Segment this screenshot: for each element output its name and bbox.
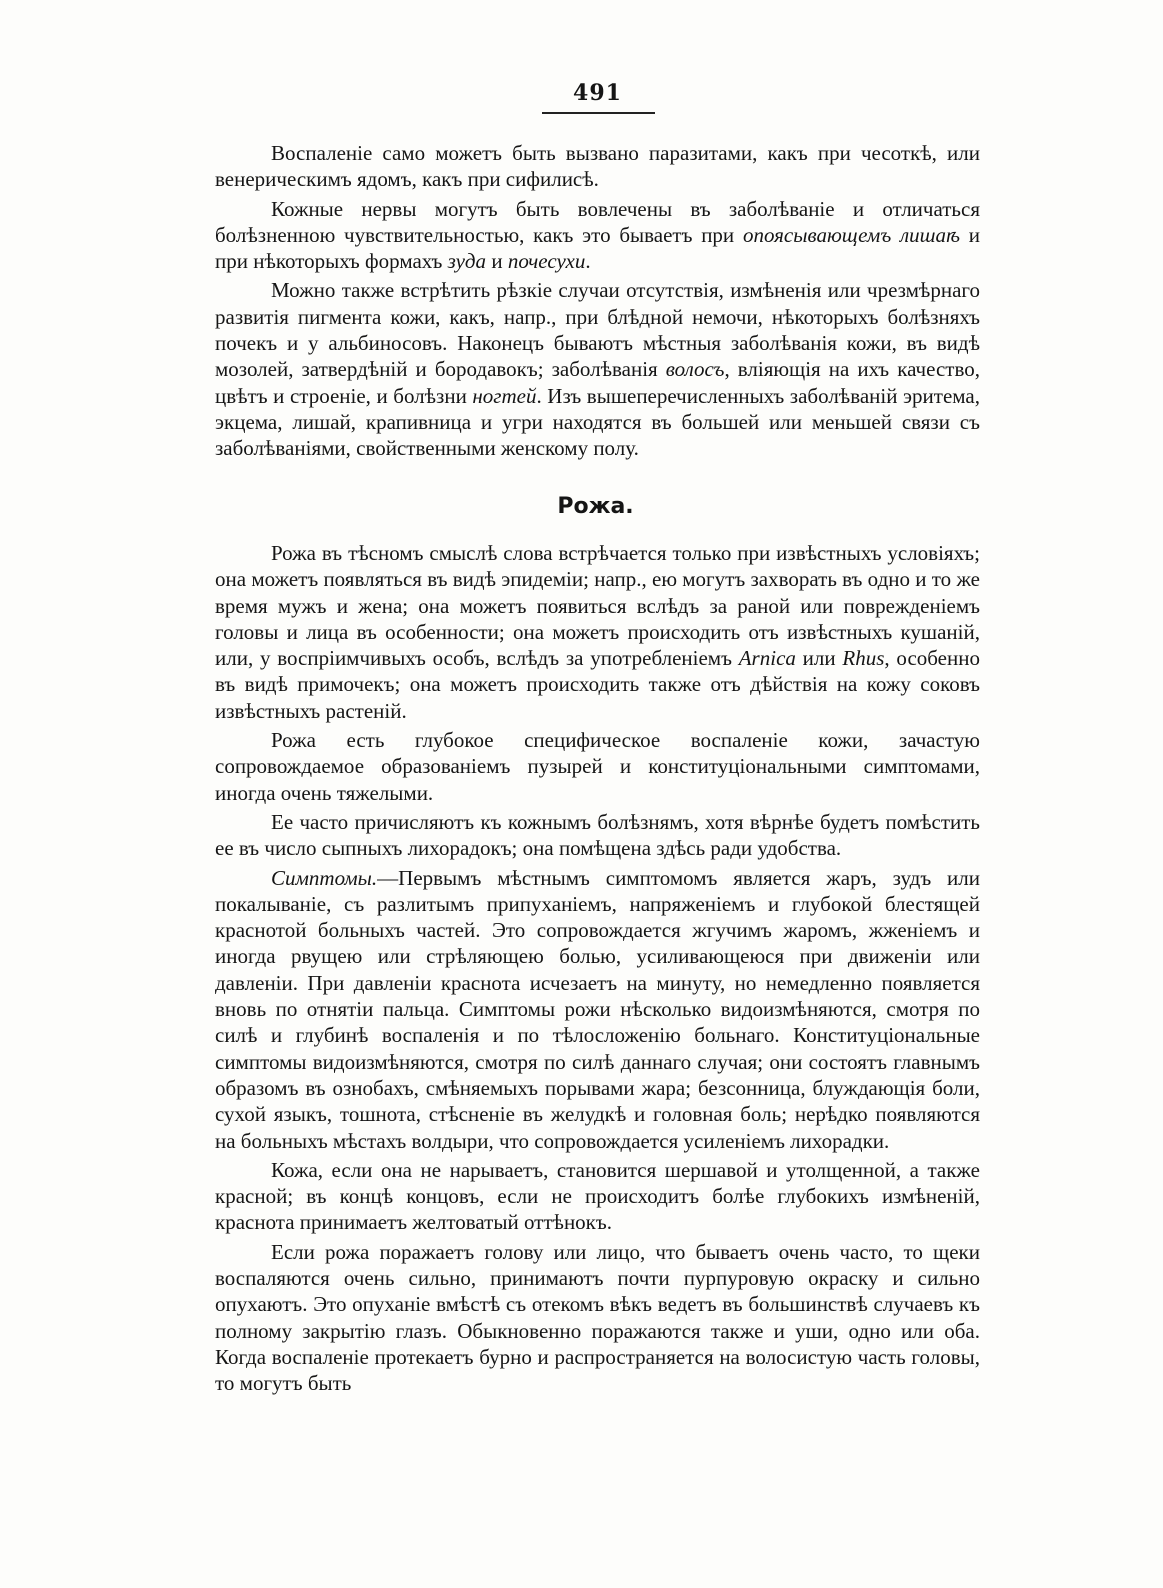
text-run: .: [585, 249, 591, 274]
text-run: Воспаленіе само можетъ быть вызвано паразитами, какъ при чесоткѣ, или венерическимъ ядомъ, какъ при сифилисѣ.: [215, 141, 980, 192]
header-rule: [542, 112, 655, 114]
text-run: Кожные нервы могутъ быть вовлечены въ заболѣваніе и отличаться болѣзненною чувствительностью, какъ это бываетъ при: [215, 196, 980, 247]
text-run: и при нѣкоторыхъ формахъ: [215, 222, 980, 274]
paragraph: [215, 1239, 980, 1397]
italic-term: опоясывающемъ лишаѣ: [742, 222, 960, 247]
text-run: , вліяющія на ихъ качество, цвѣтъ и строеніе, и болѣзни: [215, 357, 980, 408]
intro-text-block: [215, 140, 980, 465]
paragraph: [215, 865, 980, 1154]
text-run: . Изъ вышеперечисленныхъ заболѣваній эритема, экцема, лишай, крапивница и угри находятся въ большей или меньшей связи съ заболѣваніями, свойственными женскому полу.: [215, 383, 980, 461]
text-run: или: [795, 646, 843, 671]
italic-term: Arnica: [738, 646, 796, 671]
text-run: Если рожа поражаетъ голову или лицо, что бываетъ очень часто, то щеки воспаляются очень сильно, принимаютъ почти пурпуровую окраску и сильно опухаютъ. Это опуханіе вмѣстѣ съ отекомъ вѣкъ ведетъ въ большинствѣ случаевъ къ полному закрытію глазъ. Обыкновенно поражаются также и уши, одно или оба. Когда воспаленіе протекаетъ бурно и распространяется на волосистую часть головы, то могутъ быть: [215, 1239, 980, 1396]
italic-term: зуда: [447, 249, 487, 274]
italic-term: волосъ: [665, 357, 725, 382]
paragraph: [215, 727, 980, 806]
paragraph: [215, 540, 980, 724]
text-run: Рожа въ тѣсномъ смыслѣ слова встрѣчается только при извѣстныхъ условіяхъ; она можетъ появляться въ видѣ эпидеміи; напр., ею могутъ захворать въ одно и то же время мужъ и жена; она можетъ появиться вслѣдъ за раной или поврежденіемъ головы и лица въ особенности; она можетъ происходить отъ извѣстныхъ кушаній, или, у воспріимчивыхъ особъ, вслѣдъ за употребленіемъ: [215, 541, 980, 671]
italic-term: почесухи: [507, 249, 586, 274]
text-run: Кожа, если она не нарываетъ, становится шершавой и утолщенной, а также красной; въ концѣ концовъ, если не происходитъ болѣе глубокихъ измѣненій, краснота принимаетъ желтоватый оттѣнокъ.: [215, 1157, 980, 1235]
paragraph: [215, 196, 980, 275]
text-run: и: [486, 249, 508, 274]
paragraph: [215, 1157, 980, 1236]
text-run: Рожа есть глубокое специфическое воспаленіе кожи, зачастую сопровождаемое образованіемъ пузырей и конституціональными симптомами, иногда очень тяжелыми.: [215, 728, 980, 805]
page-number: 491: [573, 80, 622, 106]
text-run: —Первымъ мѣстнымъ симптомомъ является жаръ, зудъ или покалываніе, съ разлитымъ припуханіемъ, напряженіемъ и глубокой блестящей краснотой больныхъ частей. Это сопровождается жгучимъ жаромъ, жженіемъ и иногда рвущею или стрѣляющею болью, усиливающеюся при движеніи или давленіи. При давленіи краснота исчезаетъ на минуту, но немедленно появляется вновь по отнятіи пальца. Симптомы рожи нѣсколько видоизмѣняются, смотря по силѣ и глубинѣ воспаленія и по тѣлосложенію больнаго. Конституціональные симптомы видоизмѣняются, смотря по силѣ даннаго случая; они состоятъ главнымъ образомъ въ ознобахъ, смѣняемыхъ порывами жара; безсонница, блуждающія боли, сухой языкъ, тошнота, стѣсненіе въ желудкѣ и головная боль; нерѣдко появляются на больныхъ мѣстахъ волдыри, что сопровождается усиленіемъ лихорадки.: [215, 865, 980, 1153]
italic-term: Rhus: [842, 646, 885, 671]
italic-term: ногтей: [472, 383, 537, 408]
text-run: Можно также встрѣтить рѣзкіе случаи отсутствія, измѣненія или чрезмѣрнаго развитія пигмента кожи, какъ, напр., при блѣдной немочи, нѣкоторыхъ болѣзняхъ почекъ и у альбиносовъ. Наконецъ бываютъ мѣстныя заболѣванія кожи, въ видѣ мозолей, затвердѣній и бородавокъ; заболѣванія: [215, 278, 980, 382]
paragraph: [215, 140, 980, 193]
paragraph: [215, 277, 980, 461]
paragraph: [215, 809, 980, 862]
section-title: Рожа.: [557, 494, 634, 519]
text-run: , особенно въ видѣ примочекъ; она можетъ происходить также отъ дѣйствія на кожу соковъ извѣстныхъ растеній.: [215, 646, 980, 723]
section-text-block: [215, 540, 980, 1400]
text-run: Ее часто причисляютъ къ кожнымъ болѣзнямъ, хотя вѣрнѣе будетъ помѣстить ее въ число сыпныхъ лихорадокъ; она помѣщена здѣсь ради удобства.: [215, 809, 980, 861]
italic-term: Симптомы.: [271, 865, 378, 890]
